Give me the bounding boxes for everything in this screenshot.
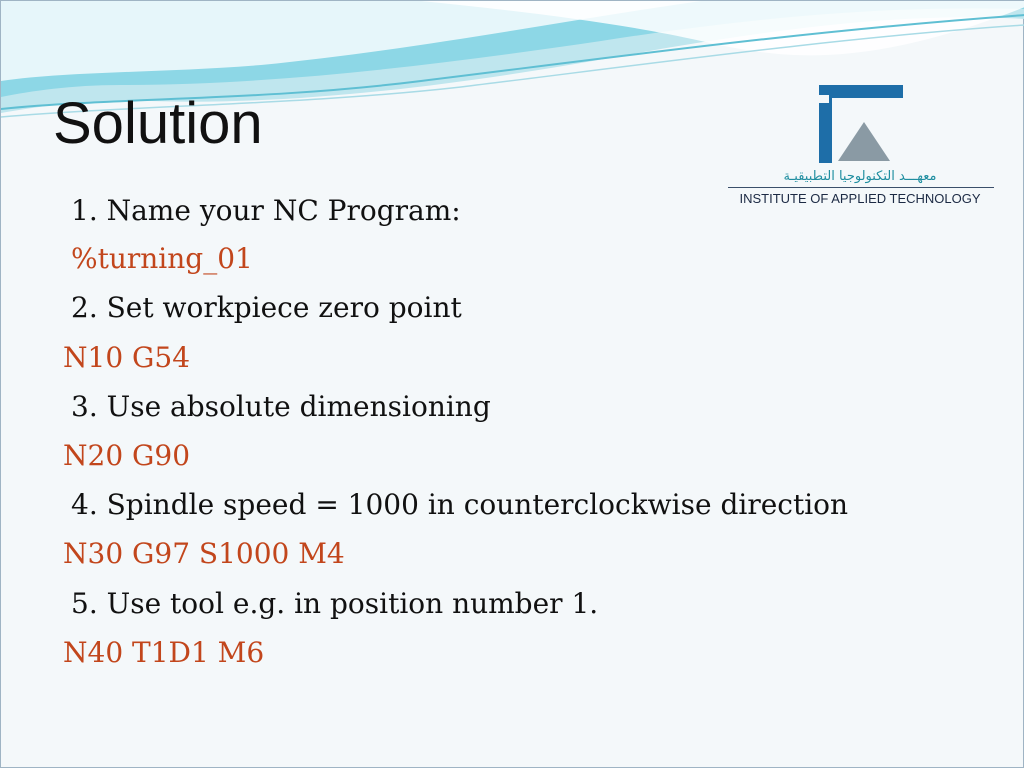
code-line-2: N10 G54	[63, 341, 191, 374]
code-line-1: %turning_01	[71, 242, 253, 275]
institute-logo	[726, 85, 996, 210]
code-line-3: N20 G90	[63, 439, 191, 472]
institute-logo-mark	[819, 85, 903, 163]
code-line-4: N30 G97 S1000 M4	[63, 537, 345, 570]
step-line-2: 2. Set workpiece zero point	[71, 291, 462, 324]
logo-arabic-name: معهـــد التكنولوجيا التطبيقيـة	[783, 169, 937, 184]
logo-divider	[728, 187, 994, 188]
step-line-1: 1. Name your NC Program:	[71, 194, 461, 227]
slide-title: Solution	[53, 91, 263, 156]
logo-english-name: INSTITUTE OF APPLIED TECHNOLOGY	[739, 191, 981, 206]
step-line-3: 3. Use absolute dimensioning	[71, 390, 491, 423]
step-line-5: 5. Use tool e.g. in position number 1.	[71, 587, 599, 620]
step-line-4: 4. Spindle speed = 1000 in counterclockwise direction	[71, 488, 849, 521]
code-line-5: N40 T1D1 M6	[63, 636, 265, 669]
